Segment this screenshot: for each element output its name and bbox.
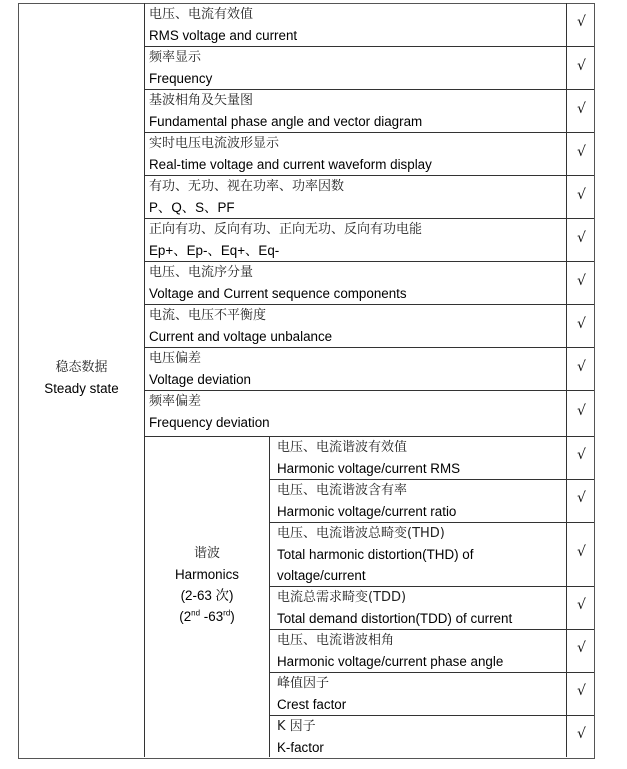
checkmark-icon: √ — [577, 58, 586, 74]
row-label-cn: 电压、电流谐波总畸变(THD) — [277, 526, 445, 541]
category-label-cn: 稳态数据 — [55, 360, 108, 375]
checkmark-icon: √ — [577, 273, 586, 289]
row-label-cn: 电压、电流有效值 — [149, 7, 254, 22]
row-label-cn: 峰值因子 — [277, 676, 330, 691]
range-superscript: rd — [223, 608, 231, 618]
row-label-en: Total harmonic distortion(THD) of — [277, 547, 474, 562]
checkmark-icon: √ — [577, 230, 586, 246]
checkmark-icon: √ — [577, 359, 586, 375]
checkmark-icon: √ — [577, 187, 586, 203]
row-label-cn: 电压、电流谐波相角 — [277, 633, 395, 648]
checkmark-icon: √ — [577, 597, 586, 613]
row-label-cn: 频率显示 — [149, 50, 202, 65]
row-label-en: K-factor — [277, 740, 324, 755]
row-divider — [269, 715, 594, 716]
row-label-cn: K 因子 — [277, 719, 316, 734]
range-text: -63 — [200, 609, 224, 624]
checkmark-icon: √ — [577, 101, 586, 117]
row-label-en: Harmonic voltage/current phase angle — [277, 654, 504, 669]
row-label-en: RMS voltage and current — [149, 28, 298, 43]
column-divider — [269, 436, 270, 757]
row-label-cn: 电压偏差 — [149, 351, 202, 366]
row-label-en: Crest factor — [277, 697, 347, 712]
row-label-cn: 电流、电压不平衡度 — [149, 308, 267, 323]
checkmark-icon: √ — [577, 144, 586, 160]
harmonics-label-cn: 谐波 — [193, 546, 220, 561]
range-superscript: nd — [191, 608, 201, 618]
row-label-cn: 电压、电流谐波含有率 — [277, 483, 408, 498]
column-divider — [566, 3, 567, 757]
row-label-en: Current and voltage unbalance — [149, 329, 333, 344]
row-label-en: Voltage deviation — [149, 372, 251, 387]
row-divider — [144, 46, 594, 47]
checkmark-icon: √ — [577, 544, 586, 560]
row-label-en: Real-time voltage and current waveform display — [149, 157, 432, 172]
row-label-cn: 正向有功、反向有功、正向无功、反向有功电能 — [149, 222, 423, 237]
row-label-cn: 实时电压电流波形显示 — [149, 136, 280, 151]
category-cell — [19, 357, 144, 399]
category-label-en: Steady state — [44, 381, 119, 396]
row-label-cn: 基波相角及矢量图 — [149, 93, 254, 108]
row-label-cn: 频率偏差 — [149, 394, 202, 409]
checkmark-icon: √ — [577, 683, 586, 699]
checkmark-icon: √ — [577, 490, 586, 506]
checkmark-icon: √ — [577, 726, 586, 742]
row-label-en: Fundamental phase angle and vector diagram — [149, 114, 423, 129]
harmonics-range-cn: (2-63 次) — [180, 588, 234, 603]
checkmark-icon: √ — [577, 447, 586, 463]
row-label-en-continued: voltage/current — [277, 568, 366, 583]
row-label-en: Ep+、Ep-、Eq+、Eq- — [149, 243, 280, 258]
row-label-cn: 电流总需求畸变(TDD) — [277, 590, 407, 605]
range-text: ) — [230, 609, 235, 624]
harmonics-label-en: Harmonics — [175, 567, 239, 582]
harmonics-category-cell — [145, 543, 269, 627]
row-label-cn: 电压、电流谐波有效值 — [277, 440, 408, 455]
harmonics-range-en — [145, 606, 269, 627]
row-label-en: Harmonic voltage/current ratio — [277, 504, 457, 519]
row-label-cn: 有功、无功、视在功率、功率因数 — [149, 179, 345, 194]
row-divider — [144, 347, 594, 348]
column-divider — [144, 3, 145, 757]
row-label-en: Frequency — [149, 71, 213, 86]
row-label-en: Frequency deviation — [149, 415, 270, 430]
checkmark-icon: √ — [577, 14, 586, 30]
row-label-en: Harmonic voltage/current RMS — [277, 461, 461, 476]
checkmark-icon: √ — [577, 316, 586, 332]
row-label-en: P、Q、S、PF — [149, 200, 235, 215]
row-label-en: Total demand distortion(TDD) of current — [277, 611, 513, 626]
row-label-cn: 电压、电流序分量 — [149, 265, 254, 280]
checkmark-icon: √ — [577, 403, 586, 419]
row-divider — [144, 390, 594, 391]
checkmark-icon: √ — [577, 640, 586, 656]
range-text: (2 — [179, 609, 192, 624]
row-label-en: Voltage and Current sequence components — [149, 286, 407, 301]
